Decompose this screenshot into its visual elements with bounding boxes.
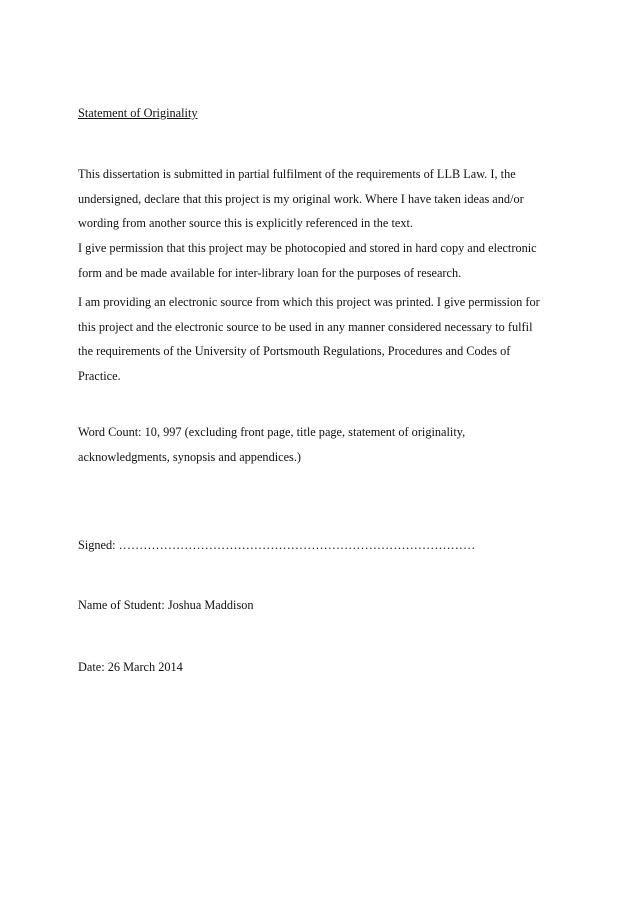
text-line: form and be made available for inter-library loan for the purposes of research. [78,265,462,280]
document-title: Statement of Originality [78,106,198,120]
text-line: acknowledgments, synopsis and appendices.) [78,449,302,464]
text-line: Word Count: 10, 997 (excluding front page, title page, statement of originality, [78,425,466,439]
student-name: Name of Student: Joshua Maddison [78,598,254,612]
text-line: this project and the electronic source to be used in any manner considered necessary to fulfil [78,319,533,334]
text-line: I am providing an electronic source from which this project was printed. I give permission for [78,295,540,309]
text-line: This dissertation is submitted in partial fulfilment of the requirements of LLB Law. I, the [78,167,516,181]
text-line: wording from another source this is explicitly referenced in the text. [78,216,413,230]
date-line: Date: 26 March 2014 [78,660,183,674]
declaration-paragraph [78,162,578,236]
electronic-source-paragraph [78,290,578,388]
text-line: the requirements of the University of Portsmouth Regulations, Procedures and Codes of [78,344,511,358]
text-line: Practice. [78,368,121,383]
text-line: undersigned, declare that this project is my original work. Where I have taken ideas and/or [78,191,524,206]
word-count-paragraph [78,420,578,469]
permission-paragraph [78,236,578,285]
text-line: I give permission that this project may be photocopied and stored in hard copy and electronic [78,241,537,255]
signature-line: Signed: …………………………………………………………………………… [78,538,476,552]
